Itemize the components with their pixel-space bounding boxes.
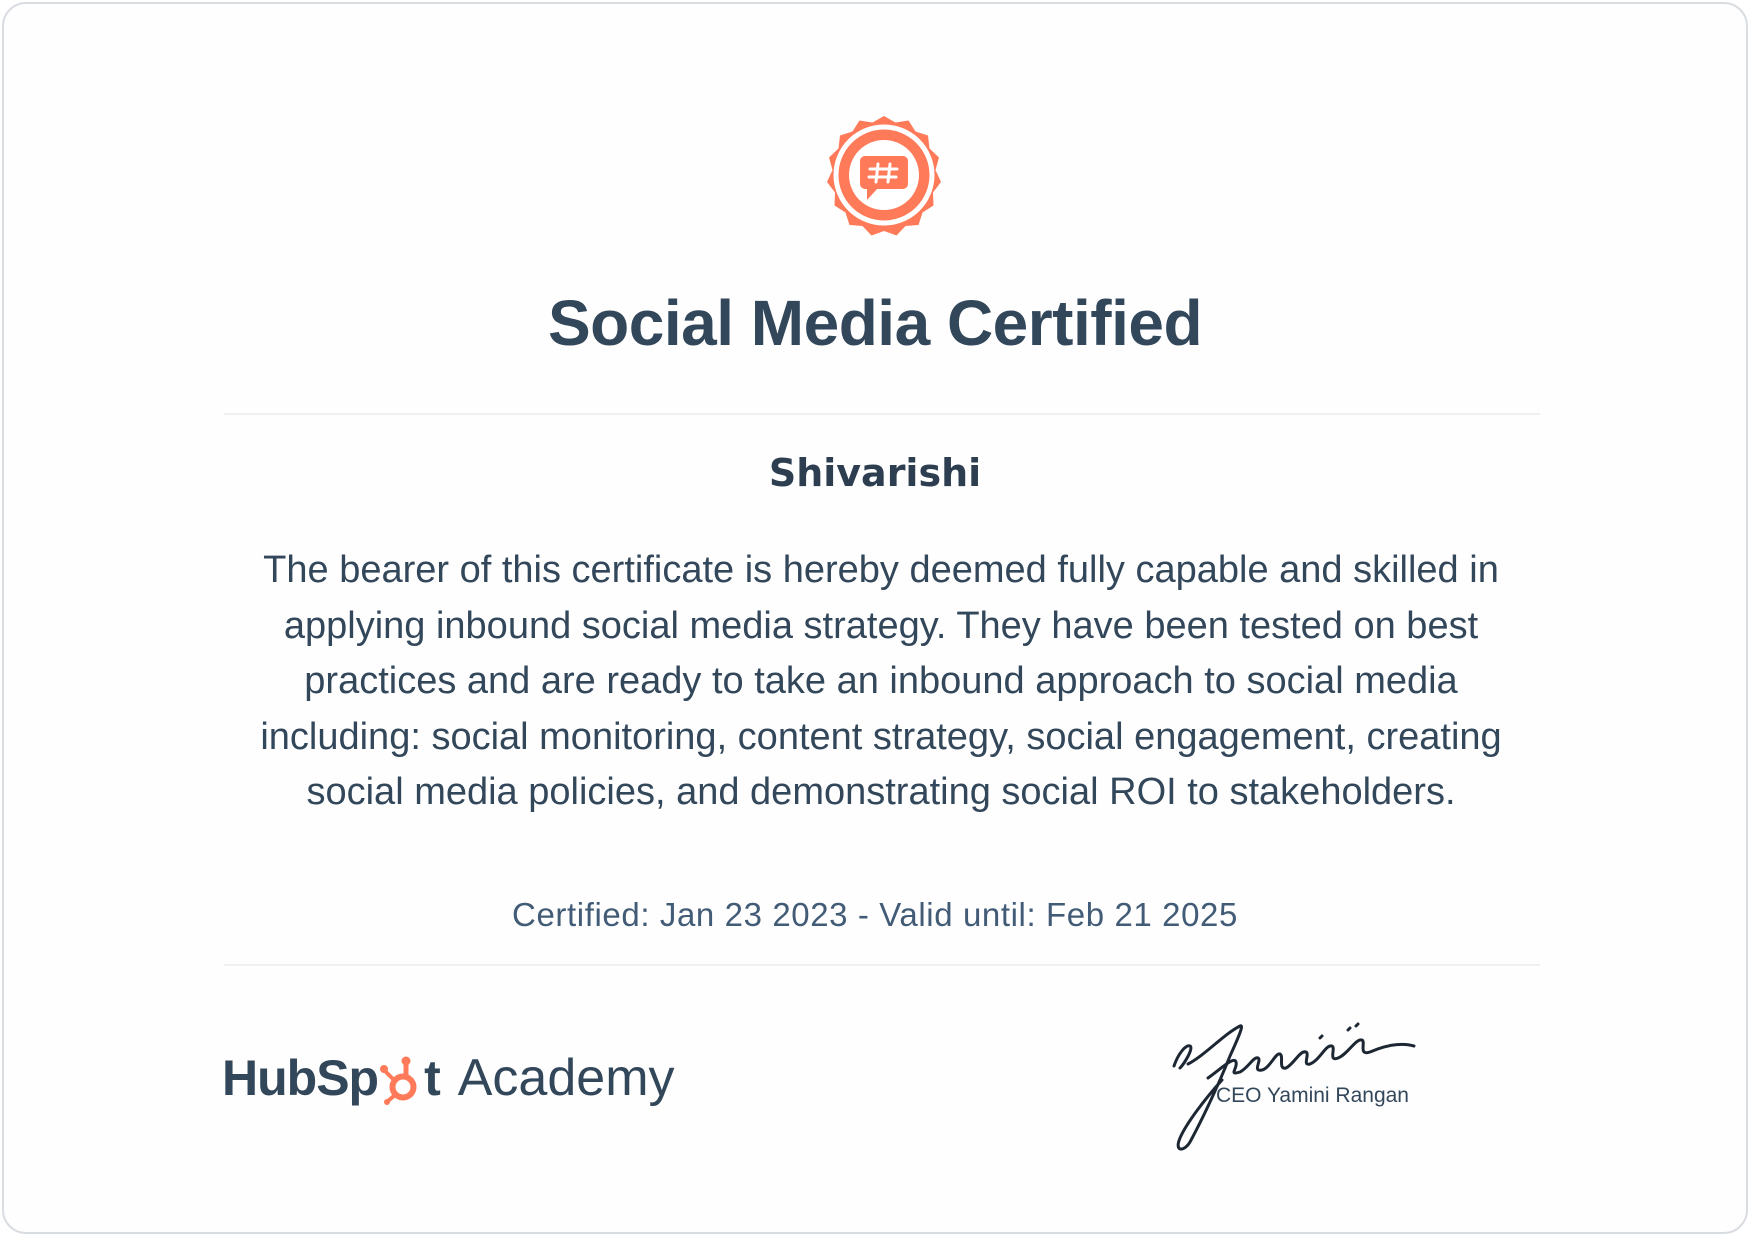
- logo-text-part1: HubSp: [222, 1050, 379, 1106]
- bottom-divider: [224, 964, 1540, 966]
- logo-brand: [222, 1049, 440, 1107]
- recipient-name: Shivarishi: [768, 451, 982, 495]
- ceo-signer-label: CEO Yamini Rangan: [1216, 1084, 1409, 1107]
- certificate: [2, 2, 1748, 1234]
- certificate-description: The bearer of this certificate is hereby deemed fully capable and skilled in applying inbound social media strategy. They have been tested on best practices and are ready to take an inbound approach to social media including: social monitoring, content strategy, social engagement, creating social media policies, and demonstrating social ROI to stakeholders.: [260, 549, 1502, 813]
- logo-academy-text: Academy: [457, 1049, 675, 1107]
- top-divider: [224, 413, 1540, 415]
- logo-text-part2: t: [424, 1050, 440, 1106]
- certificate-title: Social Media Certified: [547, 287, 1203, 359]
- hubspot-academy-logo: [222, 1044, 675, 1112]
- certification-dates: Certified: Jan 23 2023 - Valid until: Feb 21 2025: [512, 896, 1238, 933]
- certification-badge-icon: [810, 104, 958, 246]
- sprocket-icon: [379, 1055, 423, 1105]
